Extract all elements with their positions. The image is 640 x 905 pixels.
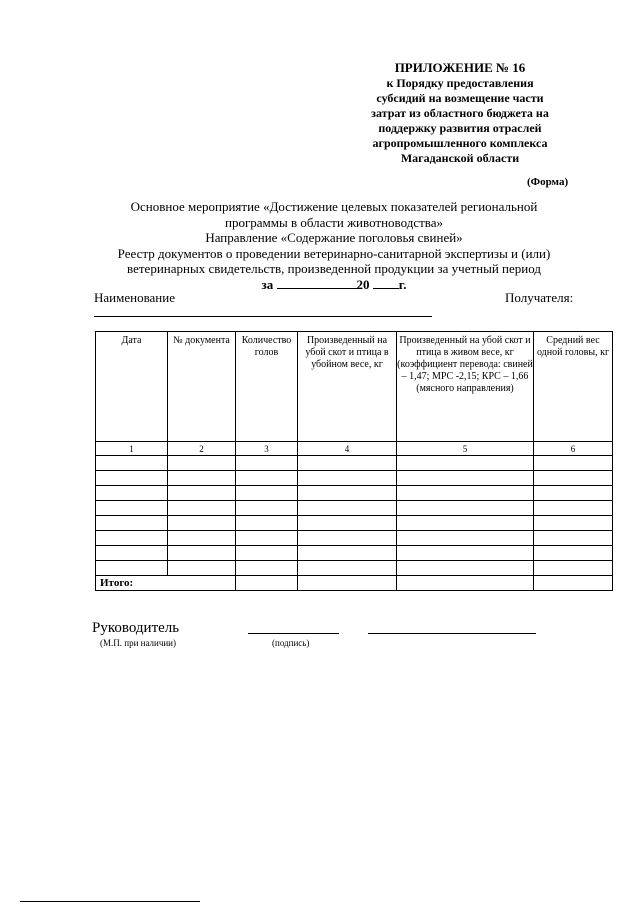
table-cell[interactable] — [397, 531, 534, 546]
period-year-blank-field[interactable] — [373, 277, 399, 289]
annex-title: ПРИЛОЖЕНИЕ № 16 — [394, 60, 526, 75]
period-g: г. — [398, 276, 407, 292]
table-cell[interactable] — [96, 561, 168, 576]
column-number-row — [96, 442, 613, 456]
column-number: 6 — [534, 442, 613, 456]
col-header-head-count: Количество голов — [236, 332, 298, 442]
intro-block — [90, 199, 578, 292]
table-cell[interactable] — [298, 561, 397, 576]
column-number: 4 — [298, 442, 397, 456]
column-number: 1 — [96, 442, 168, 456]
signature-field[interactable] — [248, 633, 339, 634]
register-table — [95, 331, 613, 591]
table-cell[interactable] — [534, 501, 613, 516]
annex-line: субсидий на возмещение части — [376, 91, 544, 105]
table-cell[interactable] — [236, 471, 298, 486]
table-cell[interactable] — [168, 546, 236, 561]
col-header-avg-weight: Средний вес одной головы, кг — [534, 332, 613, 442]
table-row — [96, 486, 613, 501]
table-cell[interactable] — [236, 486, 298, 501]
col-header-date: Дата — [96, 332, 168, 442]
table-cell[interactable] — [397, 486, 534, 501]
total-cell[interactable] — [534, 576, 613, 591]
table-cell[interactable] — [168, 456, 236, 471]
intro-line: ветеринарных свидетельств, произведенной продукции за учетный период — [127, 261, 541, 276]
table-cell[interactable] — [397, 516, 534, 531]
recipient-label: Получателя: — [505, 290, 574, 305]
column-number: 5 — [397, 442, 534, 456]
annex-block — [340, 60, 580, 166]
col-header-live-weight: Произведенный на убой скот и птица в живом весе, кг (коэффициент перевода: свиней – 1,47; МРС -2,15; КРС – 1,66 (мясного направления) — [397, 332, 534, 442]
table-cell[interactable] — [236, 531, 298, 546]
intro-line: Реестр документов о проведении ветеринарно-санитарной экспертизы и (или) — [117, 245, 551, 261]
col-header-slaughter-weight: Произведенный на убой скот и птица в убойном весе, кг — [298, 332, 397, 442]
period-za: за — [261, 276, 274, 292]
table-cell[interactable] — [236, 501, 298, 516]
table-cell[interactable] — [168, 516, 236, 531]
total-cell[interactable] — [397, 576, 534, 591]
table-row — [96, 501, 613, 516]
period-blank-field[interactable] — [277, 277, 357, 289]
total-row — [96, 576, 613, 591]
table-row — [96, 456, 613, 471]
table-cell[interactable] — [298, 531, 397, 546]
table-cell[interactable] — [96, 456, 168, 471]
table-cell[interactable] — [397, 546, 534, 561]
table-cell[interactable] — [96, 471, 168, 486]
table-row — [96, 561, 613, 576]
table-cell[interactable] — [534, 471, 613, 486]
signature-caption: (подпись) — [272, 638, 310, 648]
table-cell[interactable] — [534, 456, 613, 471]
table-cell[interactable] — [168, 501, 236, 516]
table-cell[interactable] — [534, 531, 613, 546]
stamp-note: (М.П. при наличии) — [100, 638, 176, 648]
annex-line: агропромышленного комплекса — [372, 136, 548, 150]
table-cell[interactable] — [96, 501, 168, 516]
table-cell[interactable] — [236, 516, 298, 531]
annex-line: к Порядку предоставления — [386, 76, 534, 90]
table-cell[interactable] — [298, 486, 397, 501]
table-cell[interactable] — [534, 546, 613, 561]
table-cell[interactable] — [534, 561, 613, 576]
table-row — [96, 546, 613, 561]
name-label: Наименование — [94, 290, 175, 305]
table-cell[interactable] — [236, 546, 298, 561]
form-label: (Форма) — [527, 176, 569, 188]
table-cell[interactable] — [534, 516, 613, 531]
table-cell[interactable] — [96, 546, 168, 561]
table-cell[interactable] — [168, 471, 236, 486]
head-label: Руководитель — [92, 620, 180, 636]
name-decode-field[interactable] — [368, 633, 536, 634]
table-cell[interactable] — [236, 456, 298, 471]
footer-divider — [20, 901, 200, 902]
period-year-prefix: 20 — [356, 276, 370, 292]
table-cell[interactable] — [168, 486, 236, 501]
total-cell[interactable] — [236, 576, 298, 591]
annex-line: Магаданской области — [400, 151, 520, 165]
table-cell[interactable] — [96, 486, 168, 501]
table-cell[interactable] — [397, 456, 534, 471]
table-cell[interactable] — [397, 501, 534, 516]
table-cell[interactable] — [96, 531, 168, 546]
annex-line: поддержку развития отраслей — [378, 121, 542, 135]
intro-line: Направление «Содержание поголовья свиней» — [205, 230, 463, 245]
column-number: 3 — [236, 442, 298, 456]
table-cell[interactable] — [298, 471, 397, 486]
table-cell[interactable] — [298, 501, 397, 516]
table-cell[interactable] — [298, 546, 397, 561]
table-cell[interactable] — [397, 471, 534, 486]
intro-line: Основное мероприятие «Достижение целевых показателей региональной — [130, 199, 538, 214]
total-cell[interactable] — [298, 576, 397, 591]
table-cell[interactable] — [168, 561, 236, 576]
table-row — [96, 516, 613, 531]
table-row — [96, 471, 613, 486]
table-cell[interactable] — [298, 516, 397, 531]
table-cell[interactable] — [534, 486, 613, 501]
annex-line: затрат из областного бюджета на — [371, 106, 549, 120]
table-cell[interactable] — [397, 561, 534, 576]
total-label: Итого: — [96, 576, 236, 591]
column-number: 2 — [168, 442, 236, 456]
intro-line: программы в области животноводства» — [224, 214, 444, 230]
table-cell[interactable] — [236, 561, 298, 576]
col-header-doc-number: № документа — [168, 332, 236, 442]
table-row — [96, 531, 613, 546]
name-underline-field[interactable] — [94, 316, 432, 317]
table-cell[interactable] — [298, 456, 397, 471]
table-header-row — [96, 332, 613, 442]
table-cell[interactable] — [168, 531, 236, 546]
table-cell[interactable] — [96, 516, 168, 531]
